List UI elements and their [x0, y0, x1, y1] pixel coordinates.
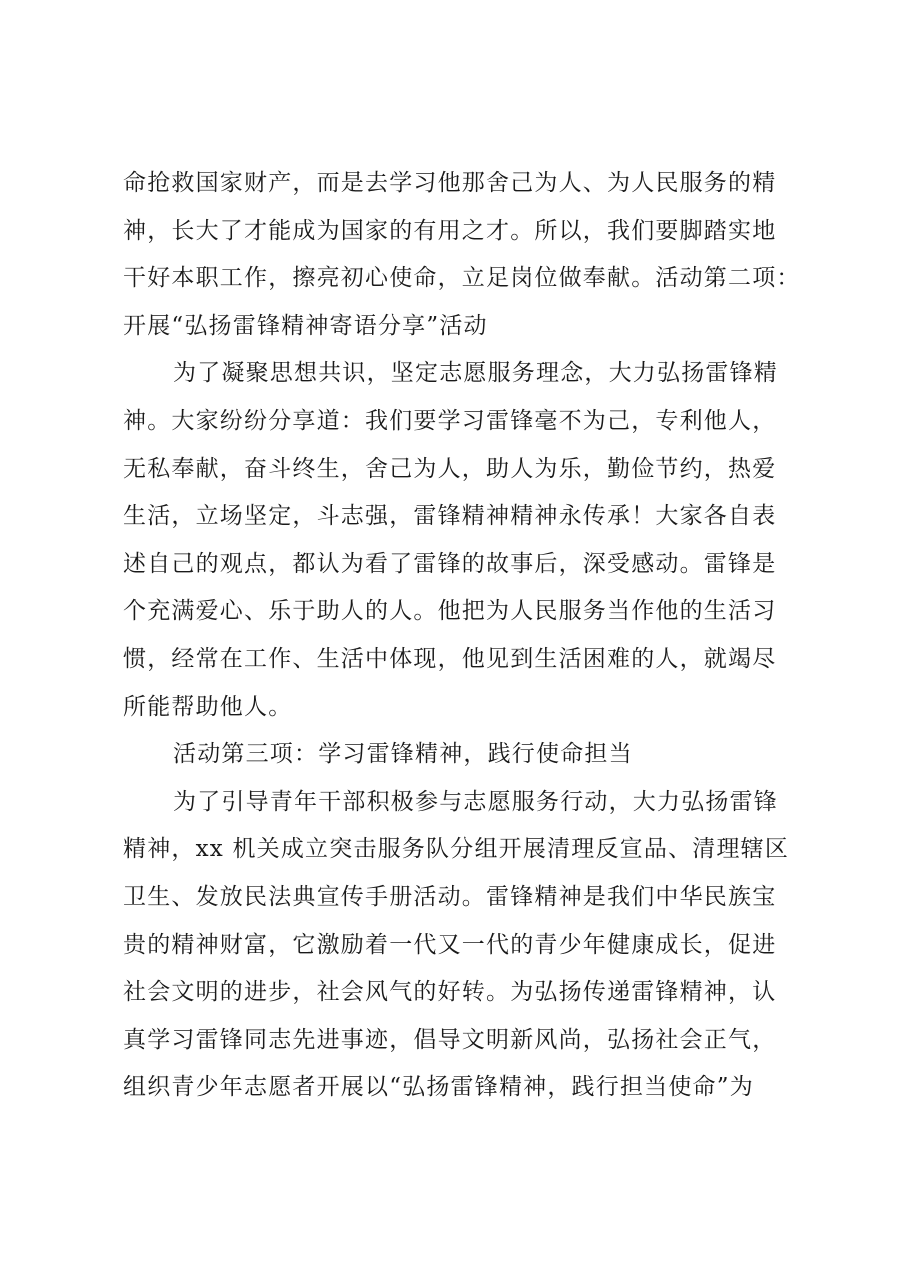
text-line: 述自己的观点，都认为看了雷锋的故事后，深受感动。雷锋是	[123, 550, 777, 577]
text-line: 开展“弘扬雷锋精神寄语分享”活动	[123, 312, 488, 339]
text-line: 社会文明的进步，社会风气的好转。为弘扬传递雷锋精神，认	[123, 979, 777, 1006]
text-line: 所能帮助他人。	[123, 693, 293, 720]
body-text	[123, 160, 803, 1112]
text-line: 组织青少年志愿者开展以“弘扬雷锋精神，践行担当使命”为	[123, 1074, 754, 1101]
text-line: 神，长大了才能成为国家的有用之才。所以，我们要脚踏实地	[123, 217, 777, 244]
text-line: 惯，经常在工作、生活中体现，他见到生活困难的人，就竭尽	[123, 645, 777, 672]
text-line: 真学习雷锋同志先进事迹，倡导文明新风尚，弘扬社会正气，	[123, 1026, 777, 1053]
paragraph-start-line: 为了引导青年干部积极参与志愿服务行动，大力弘扬雷锋	[173, 788, 778, 815]
text-line: 神。大家纷纷分享道：我们要学习雷锋毫不为己，专利他人，	[123, 407, 777, 434]
section-heading: 活动第三项：学习雷锋精神，践行使命担当	[173, 741, 633, 768]
text-line: 生活，立场坚定，斗志强，雷锋精神精神永传承！大家各自表	[123, 503, 777, 530]
paragraph-start-line: 为了凝聚思想共识，坚定志愿服务理念，大力弘扬雷锋精	[173, 360, 778, 387]
text-line: 无私奉献，奋斗终生，舍己为人，助人为乐，勤俭节约，热爱	[123, 455, 777, 482]
text-line: 命抢救国家财产，而是去学习他那舍己为人、为人民服务的精	[123, 170, 777, 196]
text-line: 个充满爱心、乐于助人的人。他把为人民服务当作他的生活习	[123, 598, 777, 625]
text-line: 卫生、发放民法典宣传手册活动。雷锋精神是我们中华民族宝	[123, 883, 777, 910]
text-line: 贵的精神财富，它激励着一代又一代的青少年健康成长，促进	[123, 931, 777, 958]
text-line: 干好本职工作，擦亮初心使命，立足岗位做奉献。活动第二项：	[123, 265, 801, 292]
text-line: 精神，xx 机关成立突击服务队分组开展清理反宣品、清理辖区	[123, 836, 790, 863]
